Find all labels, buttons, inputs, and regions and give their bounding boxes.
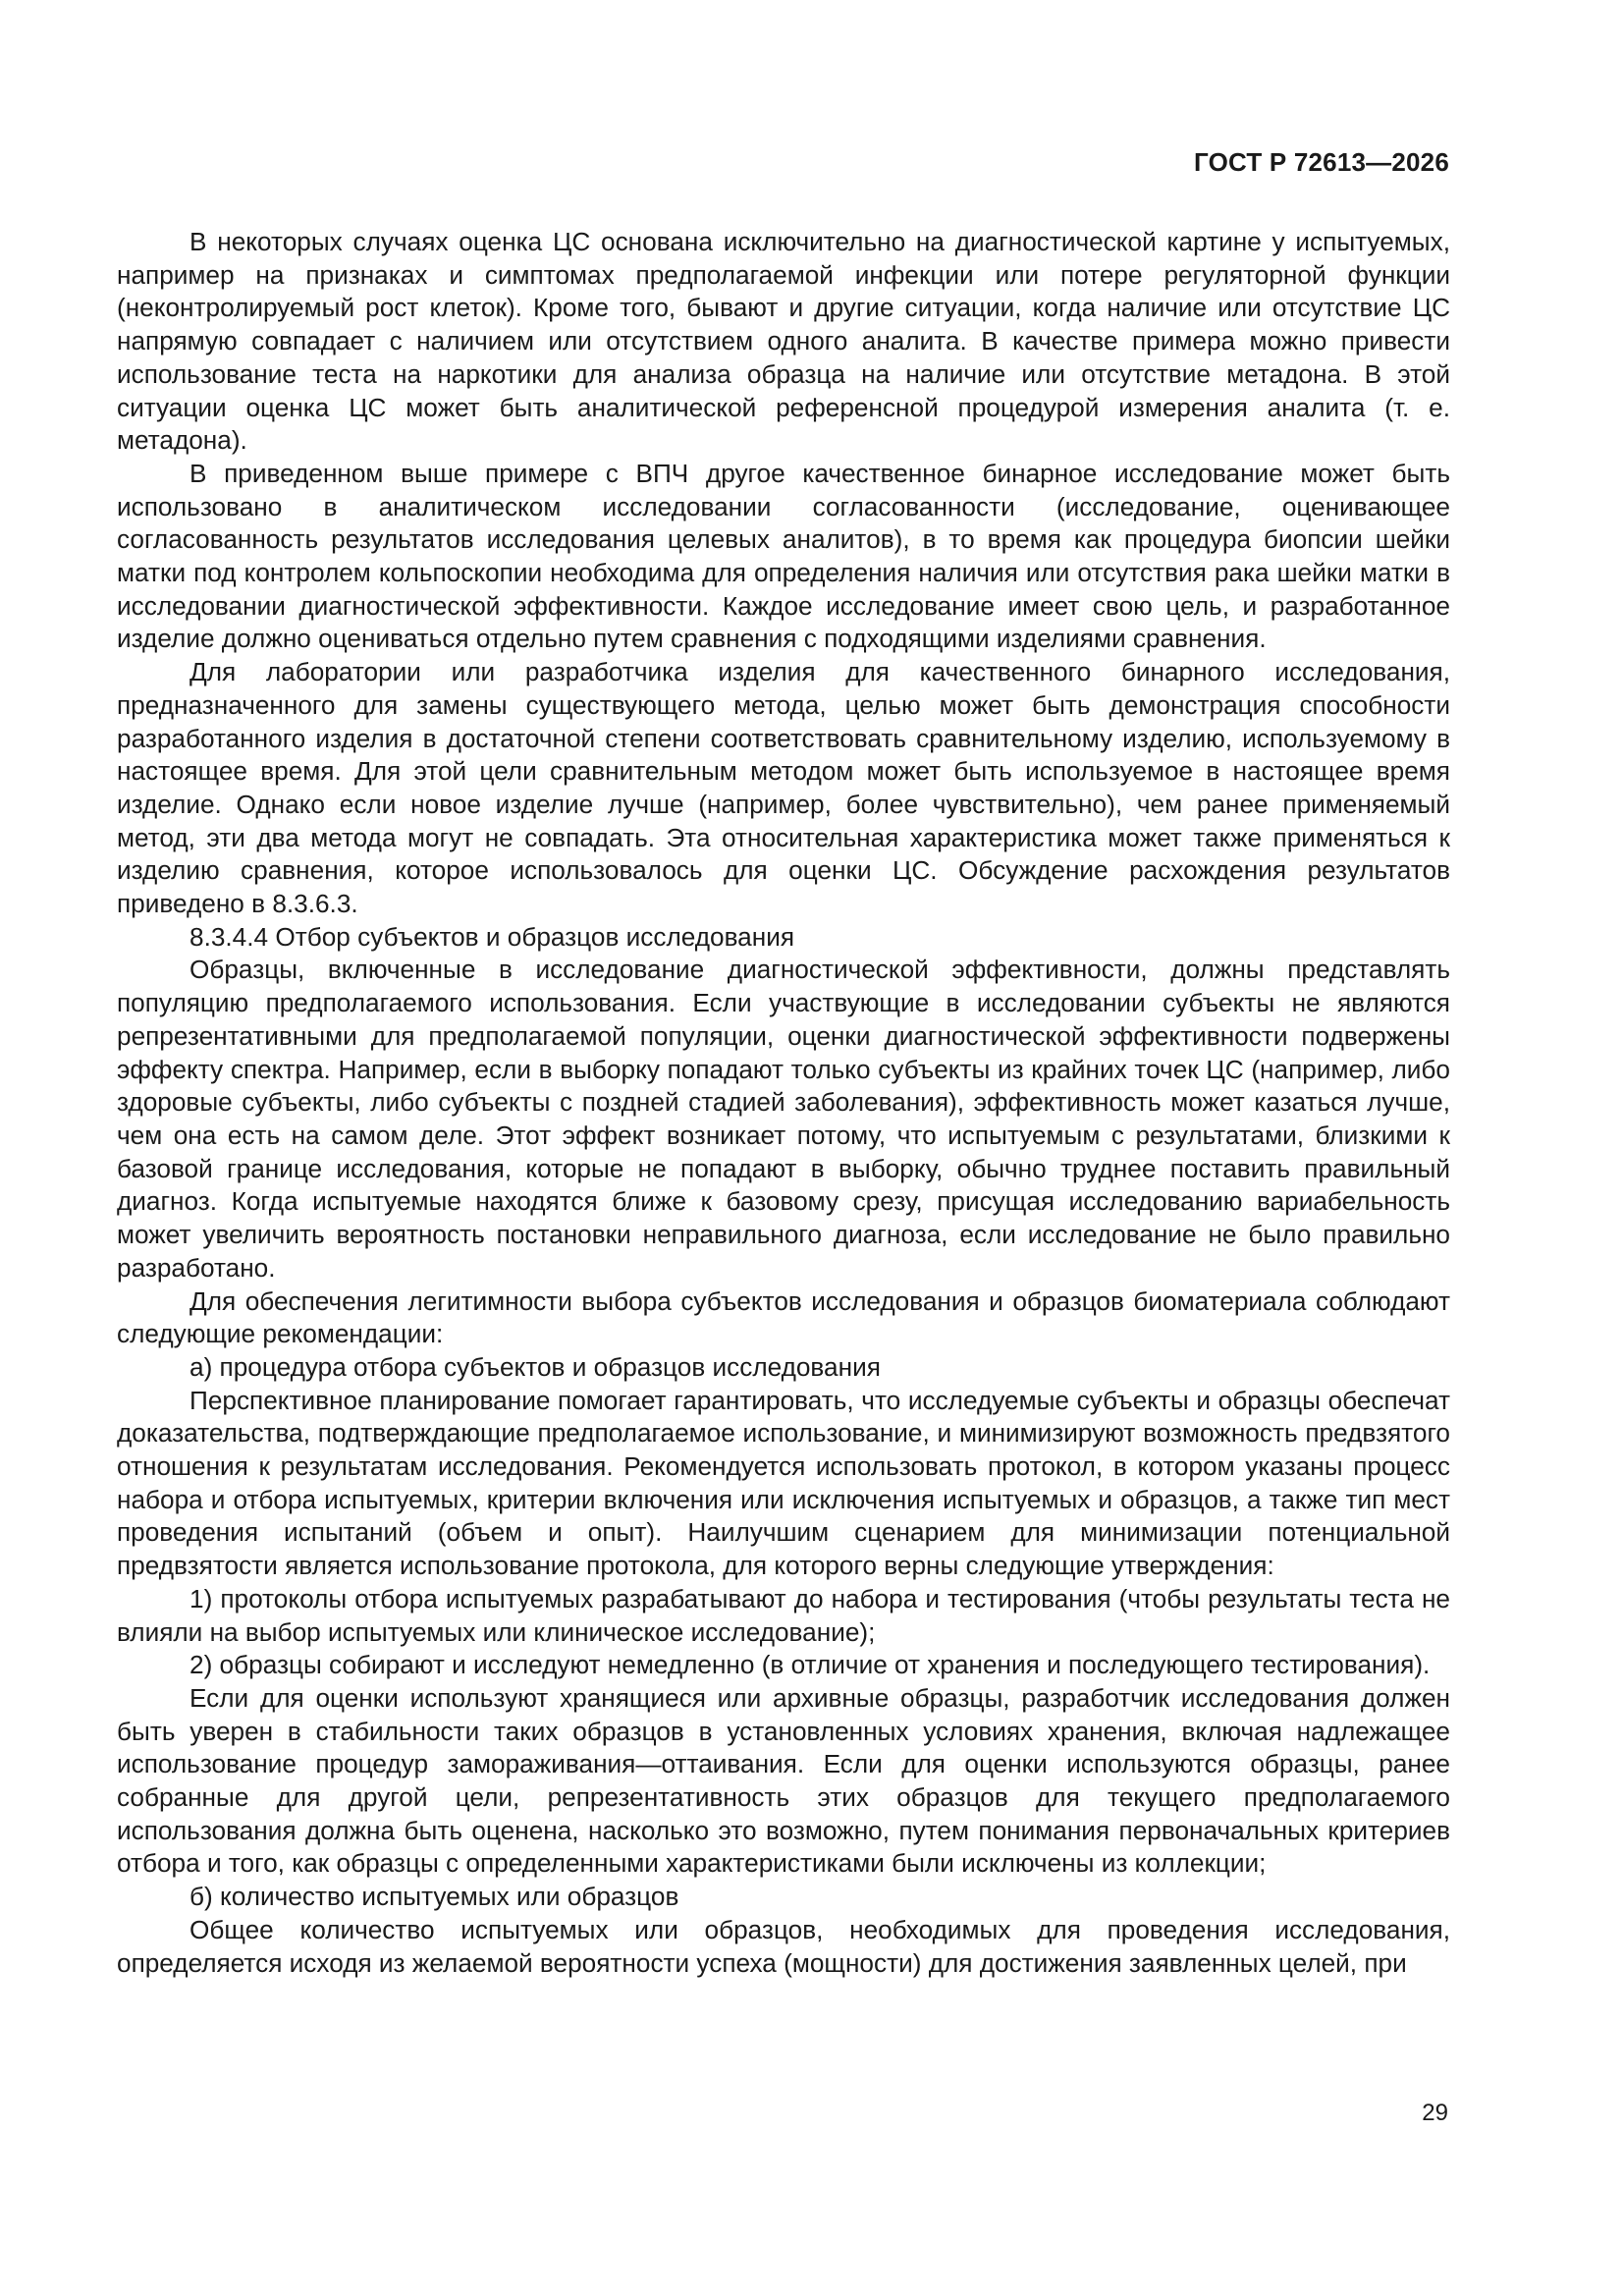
list-item-2: 2) образцы собирают и исследуют немедленно (в отличие от хранения и последующего тестирования). bbox=[189, 1650, 1431, 1680]
list-item-1: 1) протоколы отбора испытуемых разрабатывают до набора и тестирования (чтобы результаты теста не влияли на выбор испытуемых или клиническое исследование); bbox=[117, 1583, 1450, 1647]
paragraph: Если для оценки используют хранящиеся или архивные образцы, разработчик исследования должен быть уверен в стабильности таких образцов в установленных условиях хранения, включая надлежащее использование процедур замораживания—оттаивания. Если для оценки используются образцы, ранее собранные для другой цели, репрезентативность этих образцов для текущего предполагаемого использования должна быть оценена, насколько это возможно, путем понимания первоначальных критериев отбора и того, как образцы с определенными характеристиками были исключены из коллекции; bbox=[117, 1682, 1450, 1879]
paragraph: Перспективное планирование помогает гарантировать, что исследуемые субъекты и образцы обеспечат доказательства, подтверждающие предполагаемое использование, и минимизируют возможность предвзятого отношения к результатам исследования. Рекомендуется использовать протокол, в котором указаны процесс набора и отбора испытуемых, критерии включения или исключения испытуемых и образцов, а также тип мест проведения испытаний (объем и опыт). Наилучшим сценарием для минимизации потенциальной предвзятости является использование протокола, для которого верны следующие утверждения: bbox=[117, 1385, 1450, 1581]
page-number: 29 bbox=[1422, 2100, 1448, 2126]
standard-header: ГОСТ Р 72613—2026 bbox=[1194, 147, 1449, 177]
paragraph: В некоторых случаях оценка ЦС основана исключительно на диагностической картине у испытуемых, например на признаках и симптомах предполагаемой инфекции или потере регуляторной функции (неконтролируемый рост клеток). Кроме того, бывают и другие ситуации, когда наличие или отсутствие ЦС напрямую совпадает с наличием или отсутствием одного аналита. В качестве примера можно привести использование теста на наркотики для анализа образца на наличие или отсутствие метадона. В этой ситуации оценка ЦС может быть аналитической референсной процедурой измерения аналита (т. е. метадона). bbox=[117, 227, 1450, 456]
document-body bbox=[117, 226, 1450, 1980]
paragraph: Для обеспечения легитимности выбора субъектов исследования и образцов биоматериала соблюдают следующие рекомендации: bbox=[117, 1285, 1450, 1349]
paragraph: В приведенном выше примере с ВПЧ другое качественное бинарное исследование может быть использовано в аналитическом исследовании согласованности (исследование, оценивающее согласованность результатов исследования целевых аналитов), в то время как процедура биопсии шейки матки под контролем кольпоскопии необходима для определения наличия или отсутствия рака шейки матки в исследовании диагностической эффективности. Каждое исследование имеет свою цель, и разработанное изделие должно оцениваться отдельно путем сравнения с подходящими изделиями сравнения. bbox=[117, 458, 1450, 654]
paragraph: Общее количество испытуемых или образцов, необходимых для проведения исследования, определяется исходя из желаемой вероятности успеха (мощности) для достижения заявленных целей, при bbox=[117, 1914, 1450, 1978]
paragraph: Для лаборатории или разработчика изделия для качественного бинарного исследования, предназначенного для замены существующего метода, целью может быть демонстрация способности разработанного изделия в достаточной степени соответствовать сравнительному изделию, используемому в настоящее время. Для этой цели сравнительным методом может быть используемое в настоящее время изделие. Однако если новое изделие лучше (например, более чувствительно), чем ранее применяемый метод, эти два метода могут не совпадать. Эта относительная характеристика может также применяться к изделию сравнения, которое использовалось для оценки ЦС. Обсуждение расхождения результатов приведено в 8.3.6.3. bbox=[117, 657, 1450, 919]
list-item-b: б) количество испытуемых или образцов bbox=[189, 1882, 679, 1912]
section-heading: 8.3.4.4 Отбор субъектов и образцов исследования bbox=[189, 921, 795, 952]
list-item-a: а) процедура отбора субъектов и образцов исследования bbox=[189, 1351, 881, 1382]
paragraph: Образцы, включенные в исследование диагностической эффективности, должны представлять популяцию предполагаемого использования. Если участвующие в исследовании субъекты не являются репрезентативными для предполагаемой популяции, оценки диагностической эффективности подвержены эффекту спектра. Например, если в выборку попадают только субъекты из крайних точек ЦС (например, либо здоровые субъекты, либо субъекты с поздней стадией заболевания), эффективность может казаться лучше, чем она есть на самом деле. Этот эффект возникает потому, что испытуемым с результатами, близкими к базовой границе исследования, которые не попадают в выборку, обычно труднее поставить правильный диагноз. Когда испытуемые находятся ближе к базовому срезу, присущая исследованию вариабельность может увеличить вероятность постановки неправильного диагноза, если исследование не было правильно разработано. bbox=[117, 955, 1450, 1283]
